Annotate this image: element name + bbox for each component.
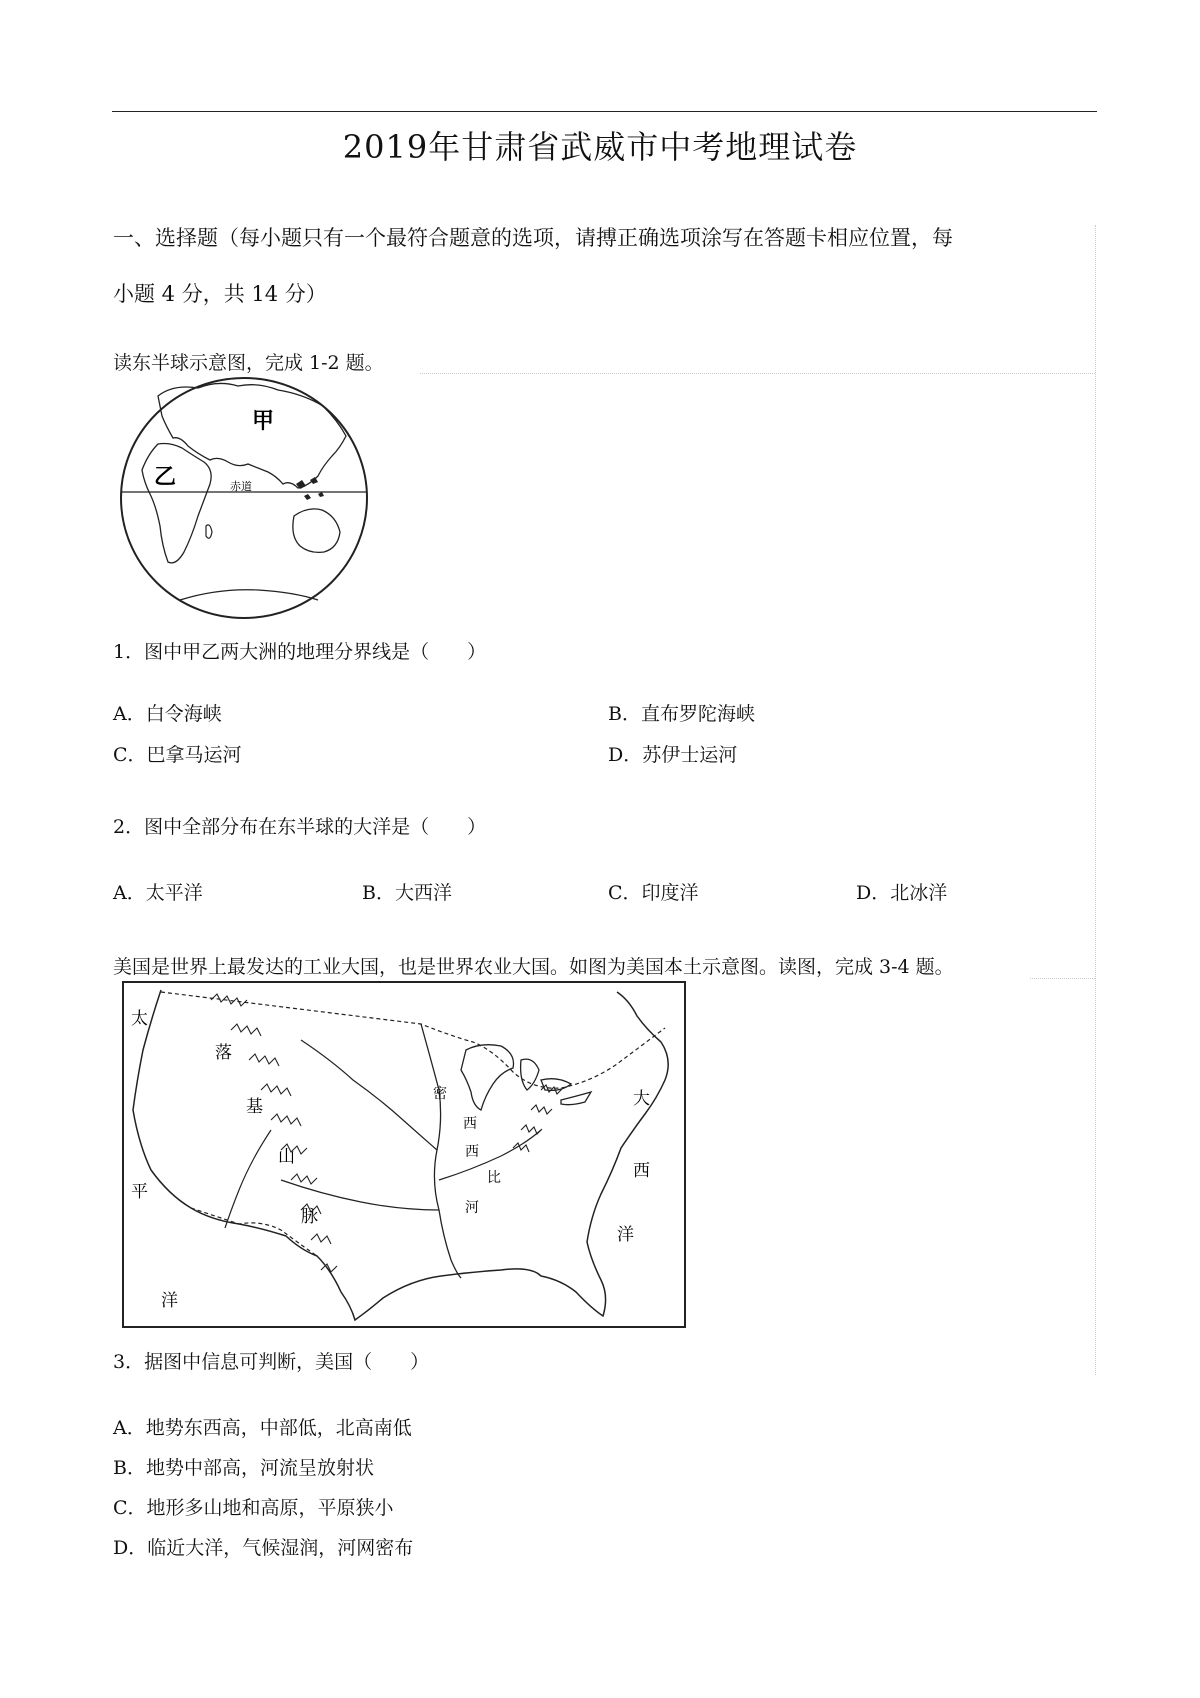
label-yang-east: 洋 (617, 1225, 634, 1245)
section-heading-line1: 一、选择题（每小题只有一个最符合题意的选项，请搏正确选项涂写在答题卡相应位置，每 (113, 226, 953, 250)
q2-option-d[interactable]: D．北冰洋 (856, 882, 948, 904)
label-ji: 基 (246, 1097, 263, 1117)
label-shan: 山 (278, 1147, 295, 1167)
q2-option-c[interactable]: C．印度洋 (608, 882, 699, 904)
q1-option-c[interactable]: C．巴拿马运河 (113, 744, 242, 766)
mexico-border (191, 1208, 317, 1256)
q1-option-a[interactable]: A．白令海峡 (113, 703, 222, 725)
label-xi-east: 西 (633, 1161, 650, 1181)
q3-option-a[interactable]: A．地势东西高，中部低，北高南低 (113, 1417, 412, 1439)
label-xi1: 西 (463, 1116, 477, 1132)
eastern-hemisphere-map (118, 376, 373, 626)
q2-option-a[interactable]: A．太平洋 (113, 882, 203, 904)
q2-option-b[interactable]: B．大西洋 (362, 882, 452, 904)
us-outline (133, 990, 668, 1320)
q3-stem: 3．据图中信息可判断，美国（ ） (113, 1351, 430, 1373)
label-mi: 密 (433, 1086, 447, 1102)
q3-option-b[interactable]: B．地势中部高，河流呈放射状 (113, 1457, 374, 1479)
header-rule (112, 111, 1097, 112)
label-jia: 甲 (252, 409, 275, 434)
intro-3-4: 美国是世界上最发达的工业大国，也是世界农业大国。如图为美国本土示意图。读图，完成 3-4 题。 (113, 956, 954, 978)
label-da: 大 (633, 1089, 650, 1109)
label-yi: 乙 (154, 465, 177, 490)
rocky-mountains (211, 994, 337, 1272)
africa-outline (142, 444, 211, 563)
label-yang-west: 洋 (161, 1291, 178, 1311)
canada-border (161, 992, 665, 1088)
colorado-river (225, 1130, 271, 1228)
antarctica-edge (180, 590, 318, 600)
australia-outline (293, 509, 340, 553)
label-luo: 落 (215, 1043, 232, 1063)
mississippi-river (421, 1024, 461, 1278)
q1-stem: 1．图中甲乙两大洲的地理分界线是（ ） (113, 641, 487, 663)
label-ping: 平 (131, 1182, 148, 1202)
map-frame (123, 982, 685, 1327)
appalachian-mountains (513, 1085, 562, 1152)
great-lakes (461, 1045, 591, 1110)
madagascar (206, 525, 212, 538)
q2-stem: 2．图中全部分布在东半球的大洋是（ ） (113, 816, 487, 838)
intro-1-2: 读东半球示意图，完成 1-2 题。 (113, 352, 384, 374)
q1-option-d[interactable]: D．苏伊士运河 (608, 744, 738, 766)
label-mai: 脉 (301, 1207, 318, 1227)
section-heading-line2: 小题 4 分，共 14 分） (113, 282, 327, 306)
missouri-river (301, 1040, 437, 1150)
label-equator: 赤道 (230, 480, 252, 493)
arkansas-river (281, 1180, 439, 1210)
margin-guide (1095, 225, 1096, 1375)
label-bi: 比 (487, 1170, 501, 1186)
label-xi2: 西 (465, 1144, 479, 1160)
label-he: 河 (465, 1200, 479, 1216)
label-tai: 太 (131, 1009, 148, 1029)
q1-option-b[interactable]: B．直布罗陀海峡 (608, 703, 755, 725)
usa-map (121, 980, 689, 1330)
q3-option-d[interactable]: D．临近大洋，气候湿润，河网密布 (113, 1537, 414, 1559)
dotted-guide (1030, 978, 1095, 979)
dotted-guide (420, 373, 1095, 374)
page-title: 2019年甘肃省武威市中考地理试卷 (342, 128, 858, 166)
q3-option-c[interactable]: C．地形多山地和高原，平原狭小 (113, 1497, 394, 1519)
islands (296, 477, 324, 500)
europe-asia-outline (158, 383, 346, 488)
